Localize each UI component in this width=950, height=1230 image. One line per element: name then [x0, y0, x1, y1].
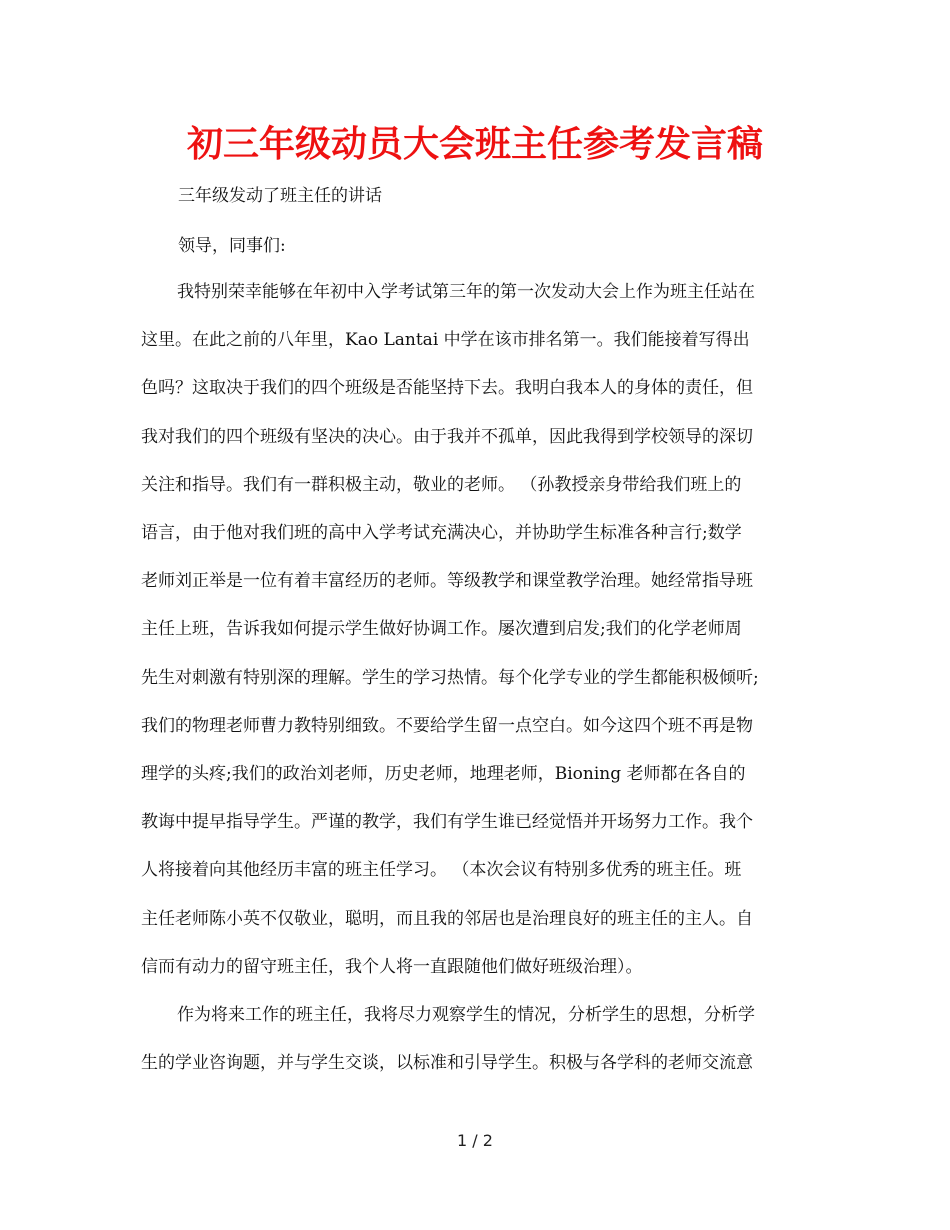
paragraph-line: 我特别荣幸能够在年初中入学考试第三年的第一次发动大会上作为班主任站在 [177, 282, 755, 302]
paragraph-2 [141, 991, 813, 1087]
paragraph-line: 这里。在此之前的八年里，Kao Lantai 中学在该市排名第一。我们能接着写得出 [141, 330, 750, 351]
paragraph-line: 主任老师陈小英不仅敬业，聪明，而且我的邻居也是治理良好的班主任的主人。自 [141, 908, 753, 929]
document-subtitle: 三年级发动了班主任的讲话 [178, 186, 382, 206]
paragraph-line: 我对我们的四个班级有坚决的决心。由于我并不孤单，因此我得到学校领导的深切 [141, 426, 753, 447]
paragraph-line: 我们的物理老师曹力教特别细致。不要给学生留一点空白。如今这四个班不再是物 [141, 715, 753, 736]
paragraph-line: 语言，由于他对我们班的高中入学考试充满决心，并协助学生标准各种言行;数学 [141, 523, 742, 544]
paragraph-line: 信而有动力的留守班主任，我个人将一直跟随他们做好班级治理）。 [141, 956, 643, 977]
paragraph-line: 先生对刺激有特别深的理解。学生的学习热情。每个化学专业的学生都能积极倾听; [141, 667, 759, 688]
greeting-line: 领导，同事们: [178, 236, 286, 256]
paragraph-line: 关注和指导。我们有一群积极主动，敬业的老师。 （孙教授亲身带给我们班上的 [141, 474, 742, 495]
paragraph-line: 生的学业咨询题，并与学生交谈，以标准和引导学生。积极与各学科的老师交流意 [141, 1053, 753, 1074]
paragraph-line: 作为将来工作的班主任，我将尽力观察学生的情况，分析学生的思想，分析学 [177, 1005, 755, 1025]
paragraph-line: 人将接着向其他经历丰富的班主任学习。 （本次会议有特别多优秀的班主任。班 [141, 860, 742, 881]
paragraph-line: 理学的头疼;我们的政治刘老师，历史老师，地理老师，Bioning 老师都在各自的 [141, 764, 746, 785]
page-number: 1 / 2 [457, 1131, 493, 1150]
paragraph-line: 色吗？这取决于我们的四个班级是否能坚持下去。我明白我本人的身体的责任，但 [141, 378, 753, 399]
paragraph-line: 主任上班，告诉我如何提示学生做好协调工作。屡次遭到启发;我们的化学老师周 [141, 619, 742, 640]
paragraph-line: 老师刘正举是一位有着丰富经历的老师。等级教学和课堂教学治理。她经常指导班 [141, 571, 753, 592]
paragraph-line: 教诲中提早指导学生。严谨的教学，我们有学生谁已经觉悟并开场努力工作。我个 [141, 812, 753, 833]
paragraph-1 [141, 268, 813, 991]
document-title: 初三年级动员大会班主任参考发言稿 [186, 124, 763, 165]
